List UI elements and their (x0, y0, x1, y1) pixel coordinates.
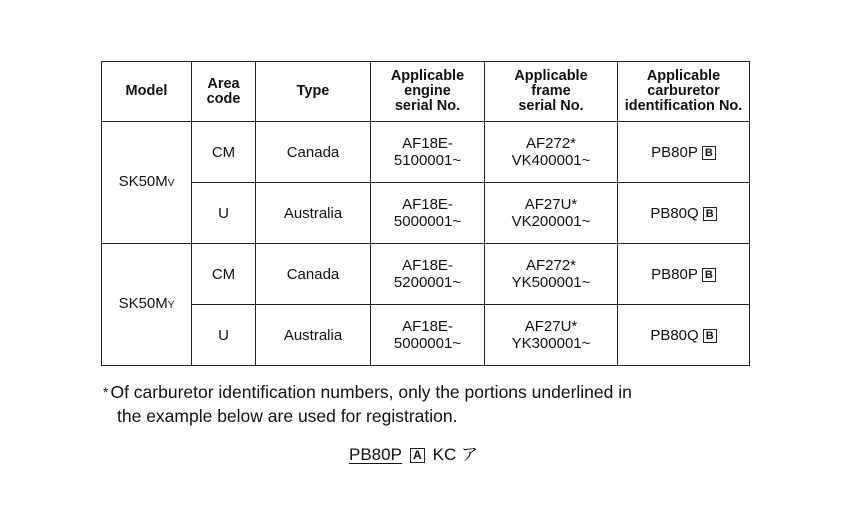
header-frame-serial: Applicable frame serial No. (485, 62, 618, 122)
carburetor-id-cell: PB80Q B (618, 305, 750, 366)
carburetor-id-cell: PB80P B (618, 244, 750, 305)
table-row (102, 183, 750, 244)
example-suffix: KC ア (432, 445, 478, 464)
carburetor-id-cell: PB80Q B (618, 183, 750, 244)
header-carburetor-id: Applicable carburetor identification No. (618, 62, 750, 122)
frame-serial-cell: AF272* YK500001~ (485, 244, 618, 305)
engine-serial-cell: AF18E- 5100001~ (371, 122, 485, 183)
type-cell: Canada (256, 244, 371, 305)
model-cell: SK50MV (102, 122, 192, 244)
type-cell: Australia (256, 305, 371, 366)
underlined-portion: PB80P A (349, 445, 433, 464)
frame-serial-cell: AF272* VK400001~ (485, 122, 618, 183)
header-type: Type (256, 62, 371, 122)
header-engine-serial: Applicable engine serial No. (371, 62, 485, 122)
carburetor-id-cell: PB80P B (618, 122, 750, 183)
header-area-code: Area code (192, 62, 256, 122)
boxed-letter: B (703, 329, 717, 343)
header-model: Model (102, 62, 192, 122)
table-row (102, 122, 750, 183)
area-code-cell: U (192, 305, 256, 366)
type-cell: Canada (256, 122, 371, 183)
table-row (102, 244, 750, 305)
carburetor-spec-table (101, 61, 750, 366)
table-header-row (102, 62, 750, 122)
boxed-letter: B (702, 146, 716, 160)
footnote-line-2: the example below are used for registration. (117, 406, 458, 426)
frame-serial-cell: AF27U* VK200001~ (485, 183, 618, 244)
table-row (102, 305, 750, 366)
boxed-letter: B (702, 268, 716, 282)
area-code-cell: CM (192, 244, 256, 305)
area-code-cell: U (192, 183, 256, 244)
engine-serial-cell: AF18E- 5200001~ (371, 244, 485, 305)
engine-serial-cell: AF18E- 5000001~ (371, 305, 485, 366)
carburetor-id-example (349, 445, 478, 465)
area-code-cell: CM (192, 122, 256, 183)
asterisk-marker: * (103, 384, 109, 400)
boxed-letter: A (410, 448, 425, 463)
engine-serial-cell: AF18E- 5000001~ (371, 183, 485, 244)
frame-serial-cell: AF27U* YK300001~ (485, 305, 618, 366)
model-cell: SK50MY (102, 244, 192, 366)
footnote-line-1: * Of carburetor identification numbers, only the portions underlined in (103, 382, 632, 402)
type-cell: Australia (256, 183, 371, 244)
boxed-letter: B (703, 207, 717, 221)
footnote (103, 380, 763, 428)
